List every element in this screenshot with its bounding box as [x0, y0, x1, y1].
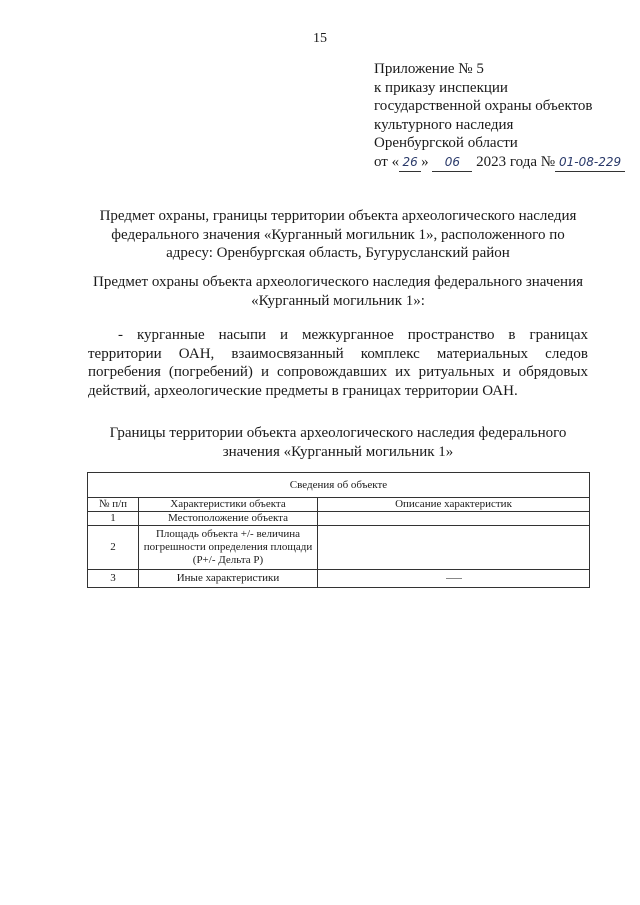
header-num: № п/п — [88, 498, 139, 512]
subject-heading: Предмет охраны объекта археологического наследия федерального значения «Курганный могильник 1»: — [92, 274, 584, 309]
subject-paragraph: - курганные насыпи и межкурганное пространство в границах территории ОАН, взаимосвязанный комплекс материальных следов погребения (погребений) и сопровождавших их ритуальных и обрядовых действий, археологические предметы в границах территории ОАН. — [88, 327, 588, 399]
table-row — [88, 512, 590, 526]
row-value — [318, 512, 590, 526]
table-row — [88, 570, 590, 588]
row-name: Иные характеристики — [139, 570, 318, 588]
handwritten-month: 06 — [432, 153, 472, 173]
appendix-date-line — [374, 153, 625, 173]
table-row — [88, 526, 590, 570]
appendix-block — [374, 60, 625, 172]
row-num: 1 — [88, 512, 139, 526]
row-value — [318, 570, 590, 588]
boundaries-heading: Границы территории объекта археологического наследия федерального значения «Курганный могильник 1» — [109, 425, 567, 460]
date-year: 2023 года № — [472, 153, 556, 170]
row-num: 2 — [88, 526, 139, 570]
appendix-line: Оренбургской области — [374, 135, 518, 151]
header-characteristic: Характеристики объекта — [139, 498, 318, 512]
dash-mark — [446, 578, 462, 579]
appendix-line: государственной охраны объектов — [374, 98, 593, 114]
row-num: 3 — [88, 570, 139, 588]
document-title: Предмет охраны, границы территории объекта археологического наследия федерального значения «Курганный могильник 1», расположенного по адресу: Оренбургская область, Бугурусланский район — [99, 208, 577, 261]
table-caption: Сведения об объекте — [88, 473, 590, 498]
appendix-line: Приложение № 5 — [374, 61, 484, 77]
page-number: 15 — [313, 31, 327, 46]
object-info-table — [87, 472, 590, 588]
appendix-line: к приказу инспекции — [374, 79, 508, 96]
header-description: Описание характеристик — [318, 498, 590, 512]
row-value — [318, 526, 590, 570]
appendix-line: культурного наследия — [374, 116, 514, 133]
row-name: Площадь объекта +/- величина погрешности определения площади (P+/- Дельта P) — [139, 526, 318, 570]
table-caption-row — [88, 473, 590, 498]
table-header-row — [88, 498, 590, 512]
row-name: Местоположение объекта — [139, 512, 318, 526]
handwritten-order-number: 01-08-229 — [555, 153, 625, 173]
handwritten-day: 26 — [399, 153, 421, 173]
date-prefix: от « — [374, 153, 400, 170]
date-mid: » — [421, 153, 433, 170]
